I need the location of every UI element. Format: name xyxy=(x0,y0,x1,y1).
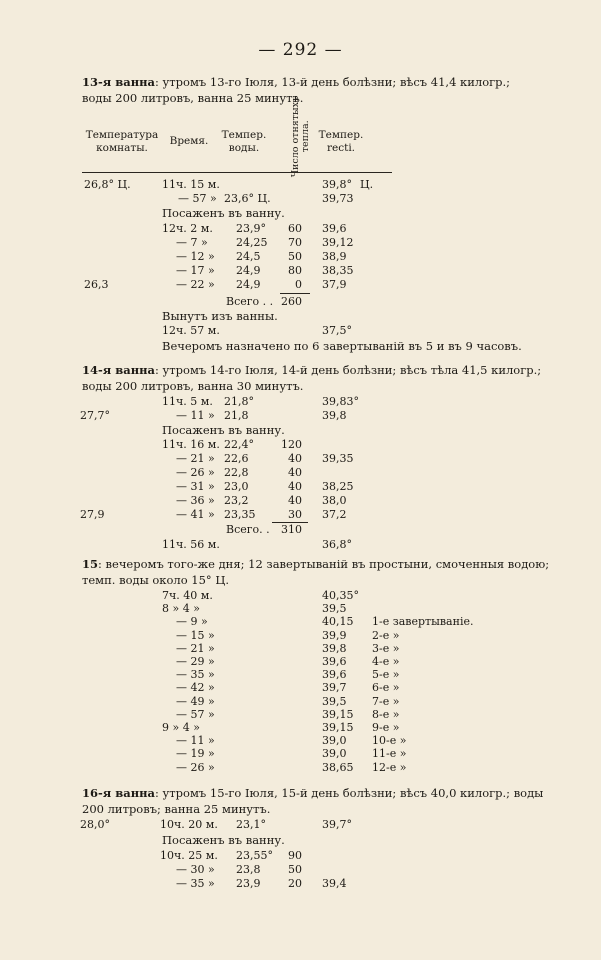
bath14-heading-line1: 14-я ванна: утромъ 14-го Iюля, 14-й день болѣзни; вѣсъ тѣла 41,5 килогр.; xyxy=(82,363,542,377)
wrap-number: 3-е » xyxy=(372,641,400,655)
wrap-rectal-temp: 39,6 xyxy=(322,668,347,682)
bath16-in-label: Посаженъ въ ванну. xyxy=(162,833,285,847)
table-row: 11ч. 56 м. 36,8° xyxy=(162,538,352,551)
wrap-number: 1-е завертываніе. xyxy=(372,615,474,629)
wrap-number: 4-е » xyxy=(372,655,400,668)
col-header-time: Время. xyxy=(169,135,209,147)
table-row: 10ч. 25 м. 23,55° 90 xyxy=(160,849,302,862)
wrap-time: — 49 » xyxy=(176,694,215,708)
wrap-time: — 21 » xyxy=(176,641,215,655)
bath13-heading-line2: воды 200 литровъ, ванна 25 минутъ. xyxy=(82,91,304,105)
col-header-rectal-temp: Темпер. recti. xyxy=(318,129,364,154)
wrap-number: 6-е » xyxy=(372,681,400,695)
wrap-number: 8-е » xyxy=(372,707,400,721)
wrap-rectal-temp: 39,0 xyxy=(322,747,347,761)
wrap-rectal-temp: 39,5 xyxy=(322,694,347,708)
total-row: Всего. . 310 xyxy=(226,523,302,536)
table-row: 12ч. 2 м. 23,9° 60 39,6 xyxy=(162,222,347,235)
wrap-number: 7-е » xyxy=(372,694,400,708)
table-row: 11ч. 16 м. 22,4° 120 xyxy=(162,438,302,451)
table-row: — 30 » 23,8 50 xyxy=(176,863,302,876)
wrap-row xyxy=(0,760,601,775)
wrap-time: — 29 » xyxy=(176,655,215,668)
wrap-number: 12-е » xyxy=(372,760,407,774)
table-row: — 36 » 23,2 40 38,0 xyxy=(176,494,347,507)
col-header-water-temp: Темпер. воды. xyxy=(221,129,267,154)
wrap-number: 10-е » xyxy=(372,734,407,748)
bath14-in-label: Посаженъ въ ванну. xyxy=(162,423,285,437)
wrap-time: — 19 » xyxy=(176,747,215,761)
wrap-time: — 26 » xyxy=(176,760,215,774)
bath13-out-label: Вынутъ изъ ванны. xyxy=(162,309,278,323)
wrap-rectal-temp: 39,9 xyxy=(322,628,347,642)
table-row: — 21 » 22,6 40 39,35 xyxy=(176,452,354,465)
table-row: 26,8° Ц. 11ч. 15 м. 39,8° Ц. xyxy=(84,178,374,191)
wrap-time: — 15 » xyxy=(176,628,215,642)
table-row: 27,7° — 11 » 21,8 39,8 xyxy=(80,409,347,422)
wrap-time: — 57 » xyxy=(176,707,215,721)
wrap-number: 2-е » xyxy=(372,628,400,642)
wrap-time: 7ч. 40 м. xyxy=(162,589,213,602)
wrap-time: — 11 » xyxy=(176,734,215,748)
bath16-heading-line1: 16-я ванна: утромъ 15-го Iюля, 15-й день болѣзни; вѣсъ 40,0 килогр.; воды xyxy=(82,786,544,800)
bath16-heading-line2: 200 литровъ; ванна 25 минутъ. xyxy=(82,802,271,816)
bath13-heading-line1: 13-я ванна: утромъ 13-го Iюля, 13-й день болѣзни; вѣсъ 41,4 килогр.; xyxy=(82,75,511,89)
table-row: — 35 » 23,9 20 39,4 xyxy=(176,877,347,890)
table-row: 11ч. 5 м. 21,8° 39,83° xyxy=(162,395,359,408)
wrap-number: 9-е » xyxy=(372,721,400,734)
wrap-rectal-temp: 39,0 xyxy=(322,734,347,748)
table-row: — 12 » 24,5 50 38,9 xyxy=(176,250,347,263)
wraps15-heading-line1: 15: вечеромъ того-же дня; 12 завертываній въ простыни, смоченныя водою; xyxy=(82,557,550,571)
wrap-time: 8 » 4 » xyxy=(162,602,200,616)
bath13-evening-note: Вечеромъ назначено по 6 завертываній въ 5 и въ 9 часовъ. xyxy=(162,339,522,353)
wrap-number: 11-е » xyxy=(372,747,407,761)
wrap-time: — 35 » xyxy=(176,668,215,682)
header-rule xyxy=(82,172,392,173)
table-row: 12ч. 57 м. 37,5° xyxy=(162,324,352,337)
wrap-rectal-temp: 39,5 xyxy=(322,602,347,616)
table-row: — 31 » 23,0 40 38,25 xyxy=(176,480,354,493)
table-row: — 57 » 23,6° Ц. 39,73 xyxy=(178,192,354,205)
table-row: — 17 » 24,9 80 38,35 xyxy=(176,264,354,277)
table-row: — 26 » 22,8 40 xyxy=(176,466,302,479)
wrap-rectal-temp: 39,7 xyxy=(322,681,347,695)
wrap-number: 5-е » xyxy=(372,668,400,682)
table-row: 27,9 — 41 » 23,35 30 37,2 xyxy=(80,508,347,521)
wrap-rectal-temp: 39,15 xyxy=(322,721,354,734)
table-row: 26,3 — 22 » 24,9 0 37,9 xyxy=(84,278,347,291)
wrap-rectal-temp: 39,15 xyxy=(322,707,354,721)
wrap-rectal-temp: 39,6 xyxy=(322,655,347,668)
total-row: Всего . . 260 xyxy=(226,295,302,308)
wrap-time: 9 » 4 » xyxy=(162,721,200,734)
bath14-heading-line2: воды 200 литровъ, ванна 30 минутъ. xyxy=(82,379,304,393)
col-header-heat-removed: Число отнятыхъ тепла. xyxy=(290,96,311,178)
table-row: 28,0° 10ч. 20 м. 23,1° 39,7° xyxy=(80,818,352,831)
col-header-room-temp: Температура комнаты. xyxy=(85,129,159,154)
wrap-rectal-temp: 38,65 xyxy=(322,760,354,774)
wrap-rectal-temp: 40,35° xyxy=(322,589,359,602)
wrap-time: — 42 » xyxy=(176,681,215,695)
wrap-rectal-temp: 40,15 xyxy=(322,615,354,629)
table-row: — 7 » 24,25 70 39,12 xyxy=(176,236,354,249)
bath13-in-label: Посаженъ въ ванну. xyxy=(162,206,285,220)
wrap-time: — 9 » xyxy=(176,615,208,629)
page-number: — 292 — xyxy=(258,40,343,60)
wrap-rectal-temp: 39,8 xyxy=(322,641,347,655)
wraps15-heading-line2: темп. воды около 15° Ц. xyxy=(82,573,230,587)
